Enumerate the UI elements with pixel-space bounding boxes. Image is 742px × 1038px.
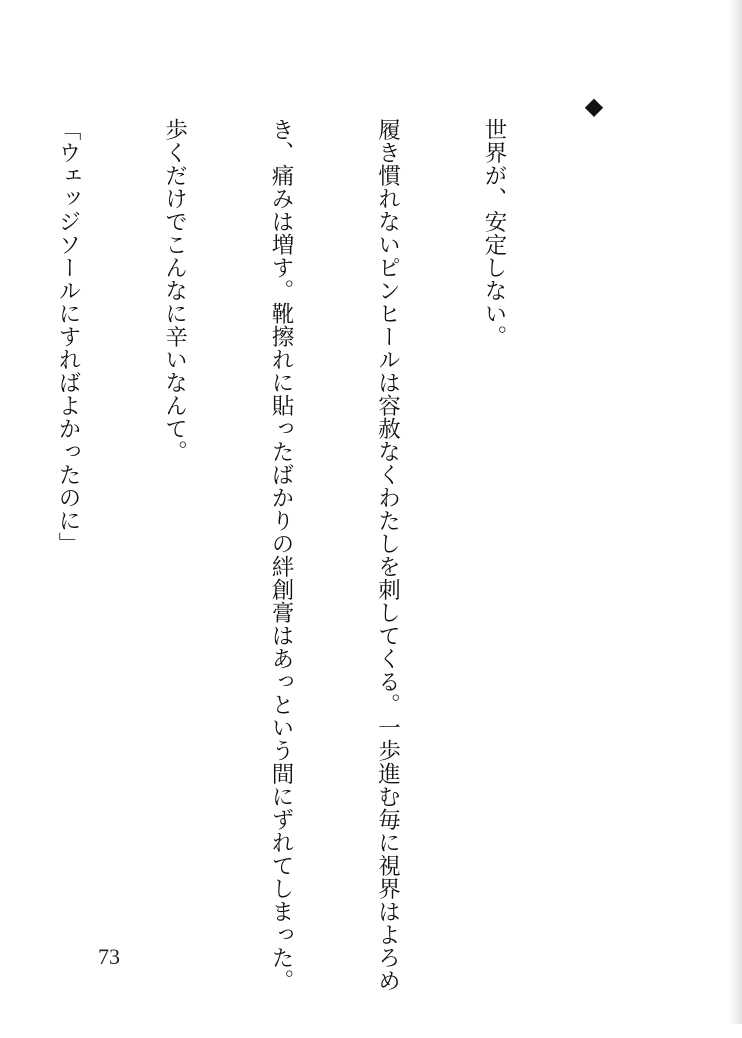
- scene-break-diamond-icon: ◆: [584, 92, 604, 120]
- text-line: 履き慣れないピンヒールは容赦なくわたしを刺してくる。一歩進む毎に視界はよろめ: [374, 118, 401, 992]
- text-line: 「ウェッジソールにすればよかったのに」: [55, 118, 81, 555]
- text-line: 世界が、安定しない。: [481, 118, 507, 348]
- text-line: き、痛みは増す。靴擦れに貼ったばかりの絆創膏はあっという間にずれてしまった。: [268, 118, 294, 992]
- text-line: 歩くだけでこんなに辛いなんて。: [161, 118, 188, 463]
- page-edge-shadow: [728, 0, 742, 1024]
- page-number: 73: [98, 944, 120, 969]
